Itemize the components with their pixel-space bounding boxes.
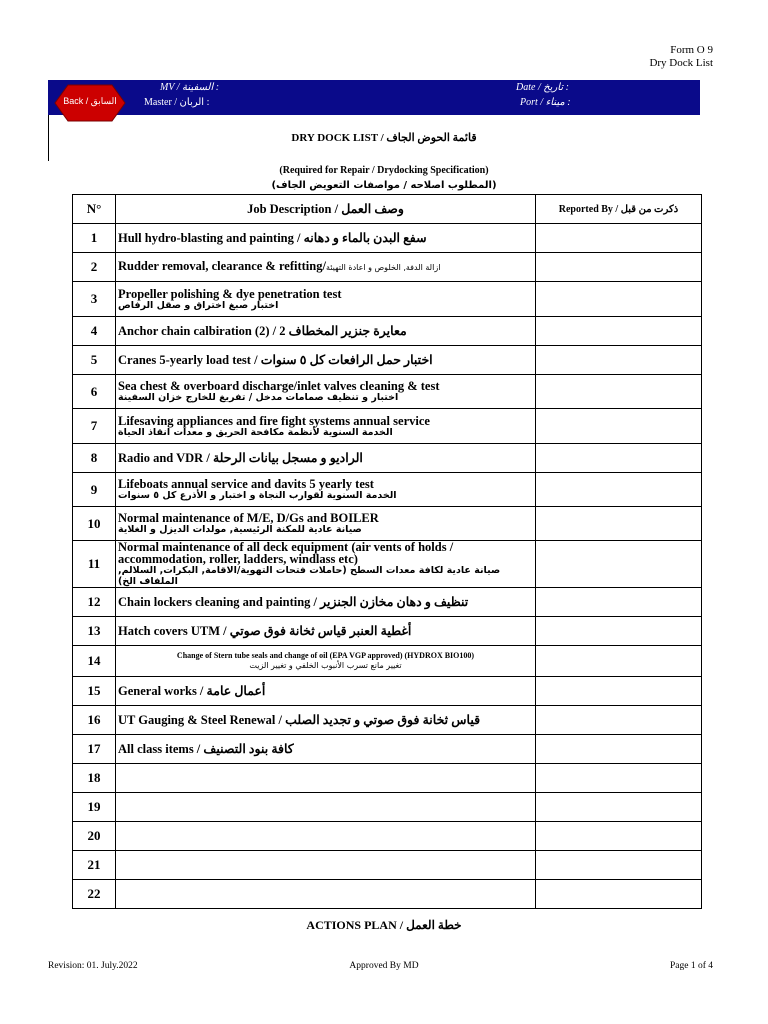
table-row [73,444,702,473]
reported-by-cell[interactable] [536,851,702,880]
table-row [73,793,702,822]
reported-by-cell[interactable] [536,224,702,253]
reported-by-cell[interactable] [536,375,702,409]
form-name: Dry Dock List [649,57,713,69]
port-label: Port / ميناء : [520,97,571,108]
table-row [73,646,702,677]
reported-by-cell[interactable] [536,541,702,588]
reported-by-cell[interactable] [536,735,702,764]
job-description-english: Rudder removal, clearance & refitting/ [118,259,326,273]
job-description-english: Sea chest & overboard discharge/inlet valves cleaning & test [118,379,440,393]
job-description [116,282,536,317]
column-header-number: N° [73,195,116,224]
row-number: 19 [73,793,116,822]
job-description [116,793,536,822]
job-description [116,706,536,735]
job-description-english: Radio and VDR / الراديو و مسجل بيانات الرحلة [118,451,363,465]
row-number: 6 [73,375,116,409]
table-row [73,317,702,346]
table-row [73,617,702,646]
subtitle-english: (Required for Repair / Drydocking Specification) [279,165,489,176]
table-row [73,253,702,282]
job-description-english: Lifeboats annual service and davits 5 yearly test [118,477,374,491]
job-description-arabic: الخدمة السنوية لقوارب النجاة و اختبار و الأذرع كل ٥ سنوات [118,490,397,501]
row-number: 1 [73,224,116,253]
footer-revision: Revision: 01. July.2022 [48,961,138,971]
reported-by-cell[interactable] [536,706,702,735]
table-row [73,375,702,409]
job-description-arabic: اختبار صبغ اختراق و صقل الرفاص [118,299,279,311]
reported-by-cell[interactable] [536,617,702,646]
reported-by-cell[interactable] [536,346,702,375]
job-description-english: Hatch covers UTM / أغطية العنبر قياس ثخانة فوق صوتي [118,624,412,638]
form-identifier [649,44,713,70]
job-description [116,764,536,793]
job-description-english: Propeller polishing & dye penetration test [118,286,342,301]
job-description-english: UT Gauging & Steel Renewal / قياس ثخانة فوق صوتي و تجديد الصلب [118,713,481,727]
row-number: 21 [73,851,116,880]
table-row [73,880,702,909]
table-row [73,224,702,253]
job-description-arabic: صيانة عادية للمكنة الرئيسية, مولدات الديزل و الغلاية [118,524,362,535]
column-header-reported-by: Reported By / ذكرت من قبل [536,195,702,224]
table-row [73,409,702,444]
reported-by-cell[interactable] [536,880,702,909]
job-description-arabic: ازالة الدفة, الخلوص و اعادة التهيئة [325,263,441,272]
job-description-arabic: اختبار و تنظيف صمامات مدخل / تفريغ للخارج خزان السفينة [118,392,399,403]
row-number: 2 [73,253,116,282]
job-description [116,822,536,851]
form-code: Form O 9 [670,44,713,56]
job-description-english: Cranes 5-yearly load test / اختبار حمل الرافعات كل ٥ سنوات [118,353,433,367]
actions-plan-heading: ACTIONS PLAN / خطة العمل [306,918,462,932]
reported-by-cell[interactable] [536,253,702,282]
table-row [73,507,702,541]
reported-by-cell[interactable] [536,317,702,346]
job-description [116,473,536,507]
table-row [73,677,702,706]
job-description [116,588,536,617]
job-description [116,735,536,764]
table-row [73,706,702,735]
row-number: 13 [73,617,116,646]
table-row [73,851,702,880]
row-number: 7 [73,409,116,444]
table-row [73,735,702,764]
column-header-description: Job Description / وصف العمل [116,195,536,224]
job-description [116,880,536,909]
table-header-row [73,195,702,224]
reported-by-cell[interactable] [536,646,702,677]
header-bar [48,80,700,115]
job-description [116,444,536,473]
job-description [116,253,536,282]
reported-by-cell[interactable] [536,588,702,617]
reported-by-cell[interactable] [536,409,702,444]
job-description-english: Chain lockers cleaning and painting / تنظيف و دهان مخازن الجنزير [118,595,469,609]
table-row [73,541,702,588]
master-label: Master / الربان : [144,97,210,108]
job-description-english: Change of Stern tube seals and change of oil (EPA VGP approved) (HYDROX BIO100) [176,651,475,660]
row-number: 22 [73,880,116,909]
back-button[interactable] [54,84,126,122]
job-description [116,317,536,346]
job-description-arabic: صيانة عادية لكافة معدات السطح (حاملات فتحات التهوية/الاقامة, البكرات, السلالم, الملفاف الخ) [118,565,501,587]
job-description [116,677,536,706]
row-number: 5 [73,346,116,375]
reported-by-cell[interactable] [536,822,702,851]
job-description [116,646,536,677]
reported-by-cell[interactable] [536,793,702,822]
table-row [73,346,702,375]
table-row [73,764,702,793]
job-description [116,541,536,588]
back-button-label: Back / السابق [63,96,117,106]
job-description [116,617,536,646]
row-number: 8 [73,444,116,473]
subtitle-arabic: (المطلوب اصلاحه / مواصفات التعويض الجاف) [271,180,497,191]
row-number: 3 [73,282,116,317]
row-number: 4 [73,317,116,346]
table-row [73,282,702,317]
job-description-arabic: تغيير مانع تسرب الأنبوب الخلفي و تغيير الزيت [249,661,402,670]
table-row [73,588,702,617]
job-description-english: Normal maintenance of M/E, D/Gs and BOILER [118,511,379,525]
row-number: 15 [73,677,116,706]
table-row [73,822,702,851]
row-number: 10 [73,507,116,541]
row-number: 18 [73,764,116,793]
footer-approved: Approved By MD [349,961,419,971]
page-title: DRY DOCK LIST / قائمة الحوض الجاف [291,132,477,144]
row-number: 17 [73,735,116,764]
footer-page: Page 1 of 4 [669,961,713,971]
job-description-english: General works / أعمال عامة [118,684,266,698]
job-description-english: All class items / كافة بنود التصنيف [118,742,294,756]
row-number: 20 [73,822,116,851]
job-description [116,409,536,444]
reported-by-cell[interactable] [536,677,702,706]
reported-by-cell[interactable] [536,507,702,541]
job-description-arabic: الخدمة السنوية لأنظمة مكافحة الحريق و معدات انقاذ الحياة [118,426,393,438]
row-number: 9 [73,473,116,507]
row-number: 16 [73,706,116,735]
row-number: 12 [73,588,116,617]
job-description-english: Hull hydro-blasting and painting / سفع البدن بالماء و دهانه [118,231,427,245]
job-description [116,375,536,409]
dry-dock-table [72,194,702,909]
date-label: Date / تاريخ : [516,82,569,93]
reported-by-cell[interactable] [536,282,702,317]
row-number: 14 [73,646,116,677]
reported-by-cell[interactable] [536,473,702,507]
job-description [116,851,536,880]
mv-label: MV / السفينة : [160,82,220,93]
job-description-english: Lifesaving appliances and fire fight systems annual service [118,413,430,428]
table-row [73,473,702,507]
job-description-english: Normal maintenance of all deck equipment (air vents of holds / accommodation, roller, ladders, windlass etc) [118,540,454,566]
job-description-english: Anchor chain calbiration (2) / 2 معايرة جنزير المخطاف [118,324,407,338]
row-number: 11 [73,541,116,588]
job-description [116,507,536,541]
reported-by-cell[interactable] [536,444,702,473]
job-description [116,346,536,375]
reported-by-cell[interactable] [536,764,702,793]
job-description [116,224,536,253]
